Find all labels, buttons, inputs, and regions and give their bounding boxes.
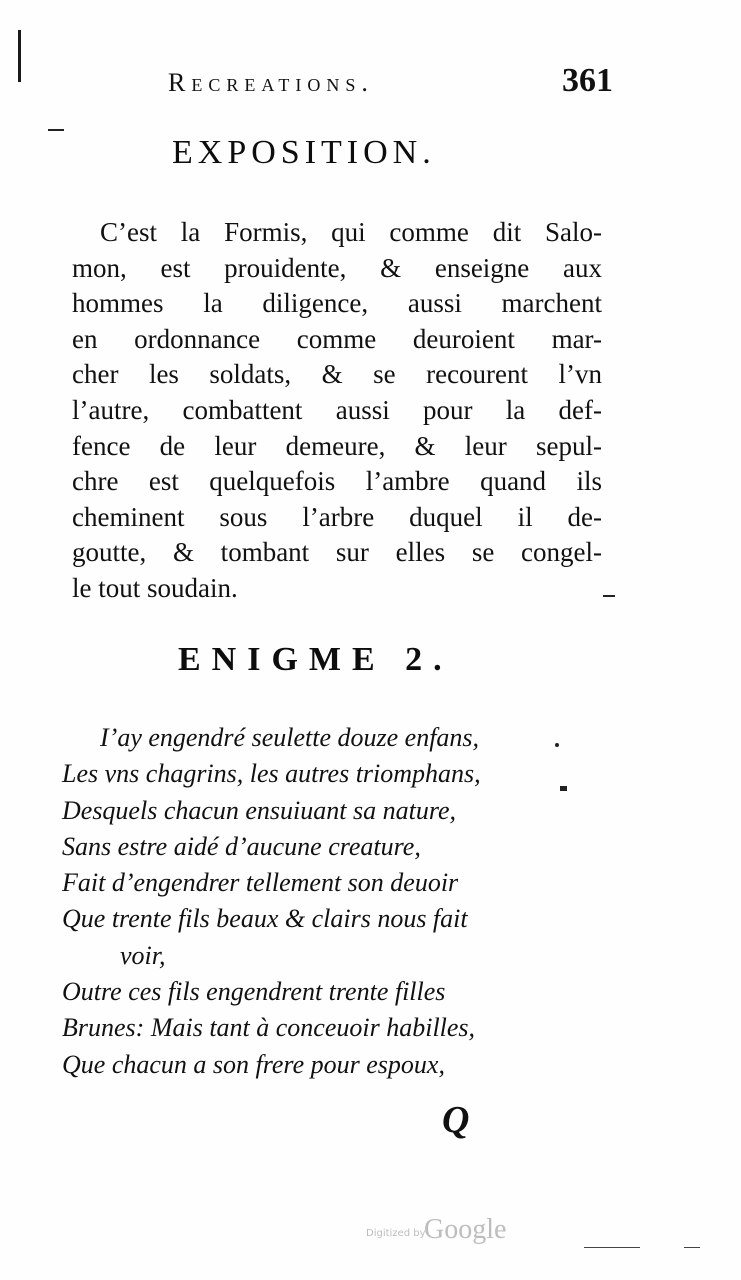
exposition-heading: EXPOSITION. [172, 134, 436, 171]
verse-line: Desquels chacun ensuiuant sa nature, [62, 795, 457, 825]
verse-line: Que chacun a son frere pour espoux, [62, 1049, 445, 1079]
verse-line: Sans estre aidé d’aucune creature, [62, 831, 421, 861]
digitizer-watermark [366, 1214, 526, 1254]
page-number: 361 [562, 62, 613, 99]
verse-line: Outre ces fils engendrent trente filles [62, 977, 446, 1007]
prose-line: chre est quelquefois l’ambre quand ils [72, 466, 602, 497]
exposition-paragraph [72, 215, 602, 607]
footer-rule [584, 1247, 640, 1248]
prose-line: le tout soudain. [72, 572, 238, 603]
catchword: Q [442, 1099, 470, 1141]
prose-line: cheminent sous l’arbre duquel il de- [72, 501, 602, 532]
prose-line: mon, est prouidente, & enseigne aux [72, 252, 602, 283]
google-logo: Google [424, 1214, 507, 1245]
prose-line: cher les soldats, & se recourent l’vn [72, 359, 602, 390]
prose-line: en ordonnance comme deuroient mar- [72, 323, 602, 354]
verse-line: Que trente fils beaux & clairs nous fait [62, 904, 468, 934]
enigme-verse [62, 720, 602, 1083]
prose-line: fence de leur demeure, & leur sepul- [72, 430, 602, 461]
footer-rule [684, 1247, 700, 1248]
watermark-prefix: Digitized by [366, 1228, 426, 1239]
scan-margin-rule [18, 30, 21, 82]
scan-speck [48, 129, 64, 131]
prose-line: C’est la Formis, qui comme dit Salo- [100, 217, 602, 247]
enigme-heading: ENIGME 2. [178, 641, 453, 678]
running-head [168, 62, 613, 106]
verse-line: voir, [120, 940, 166, 970]
prose-line: goutte, & tombant sur elles se congel- [72, 537, 602, 568]
verse-line: Les vns chagrins, les autres triomphans, [62, 759, 481, 789]
scan-speck [603, 595, 615, 597]
running-head-title: Recreations. [168, 68, 374, 97]
prose-line: l’autre, combattent aussi pour la def- [72, 394, 602, 425]
verse-line: I’ay engendré seulette douze enfans, [100, 723, 480, 752]
verse-line: Brunes: Mais tant à conceuoir habilles, [62, 1013, 476, 1043]
prose-line: hommes la diligence, aussi marchent [72, 288, 602, 319]
verse-line: Fait d’engendrer tellement son deuoir [62, 868, 459, 898]
